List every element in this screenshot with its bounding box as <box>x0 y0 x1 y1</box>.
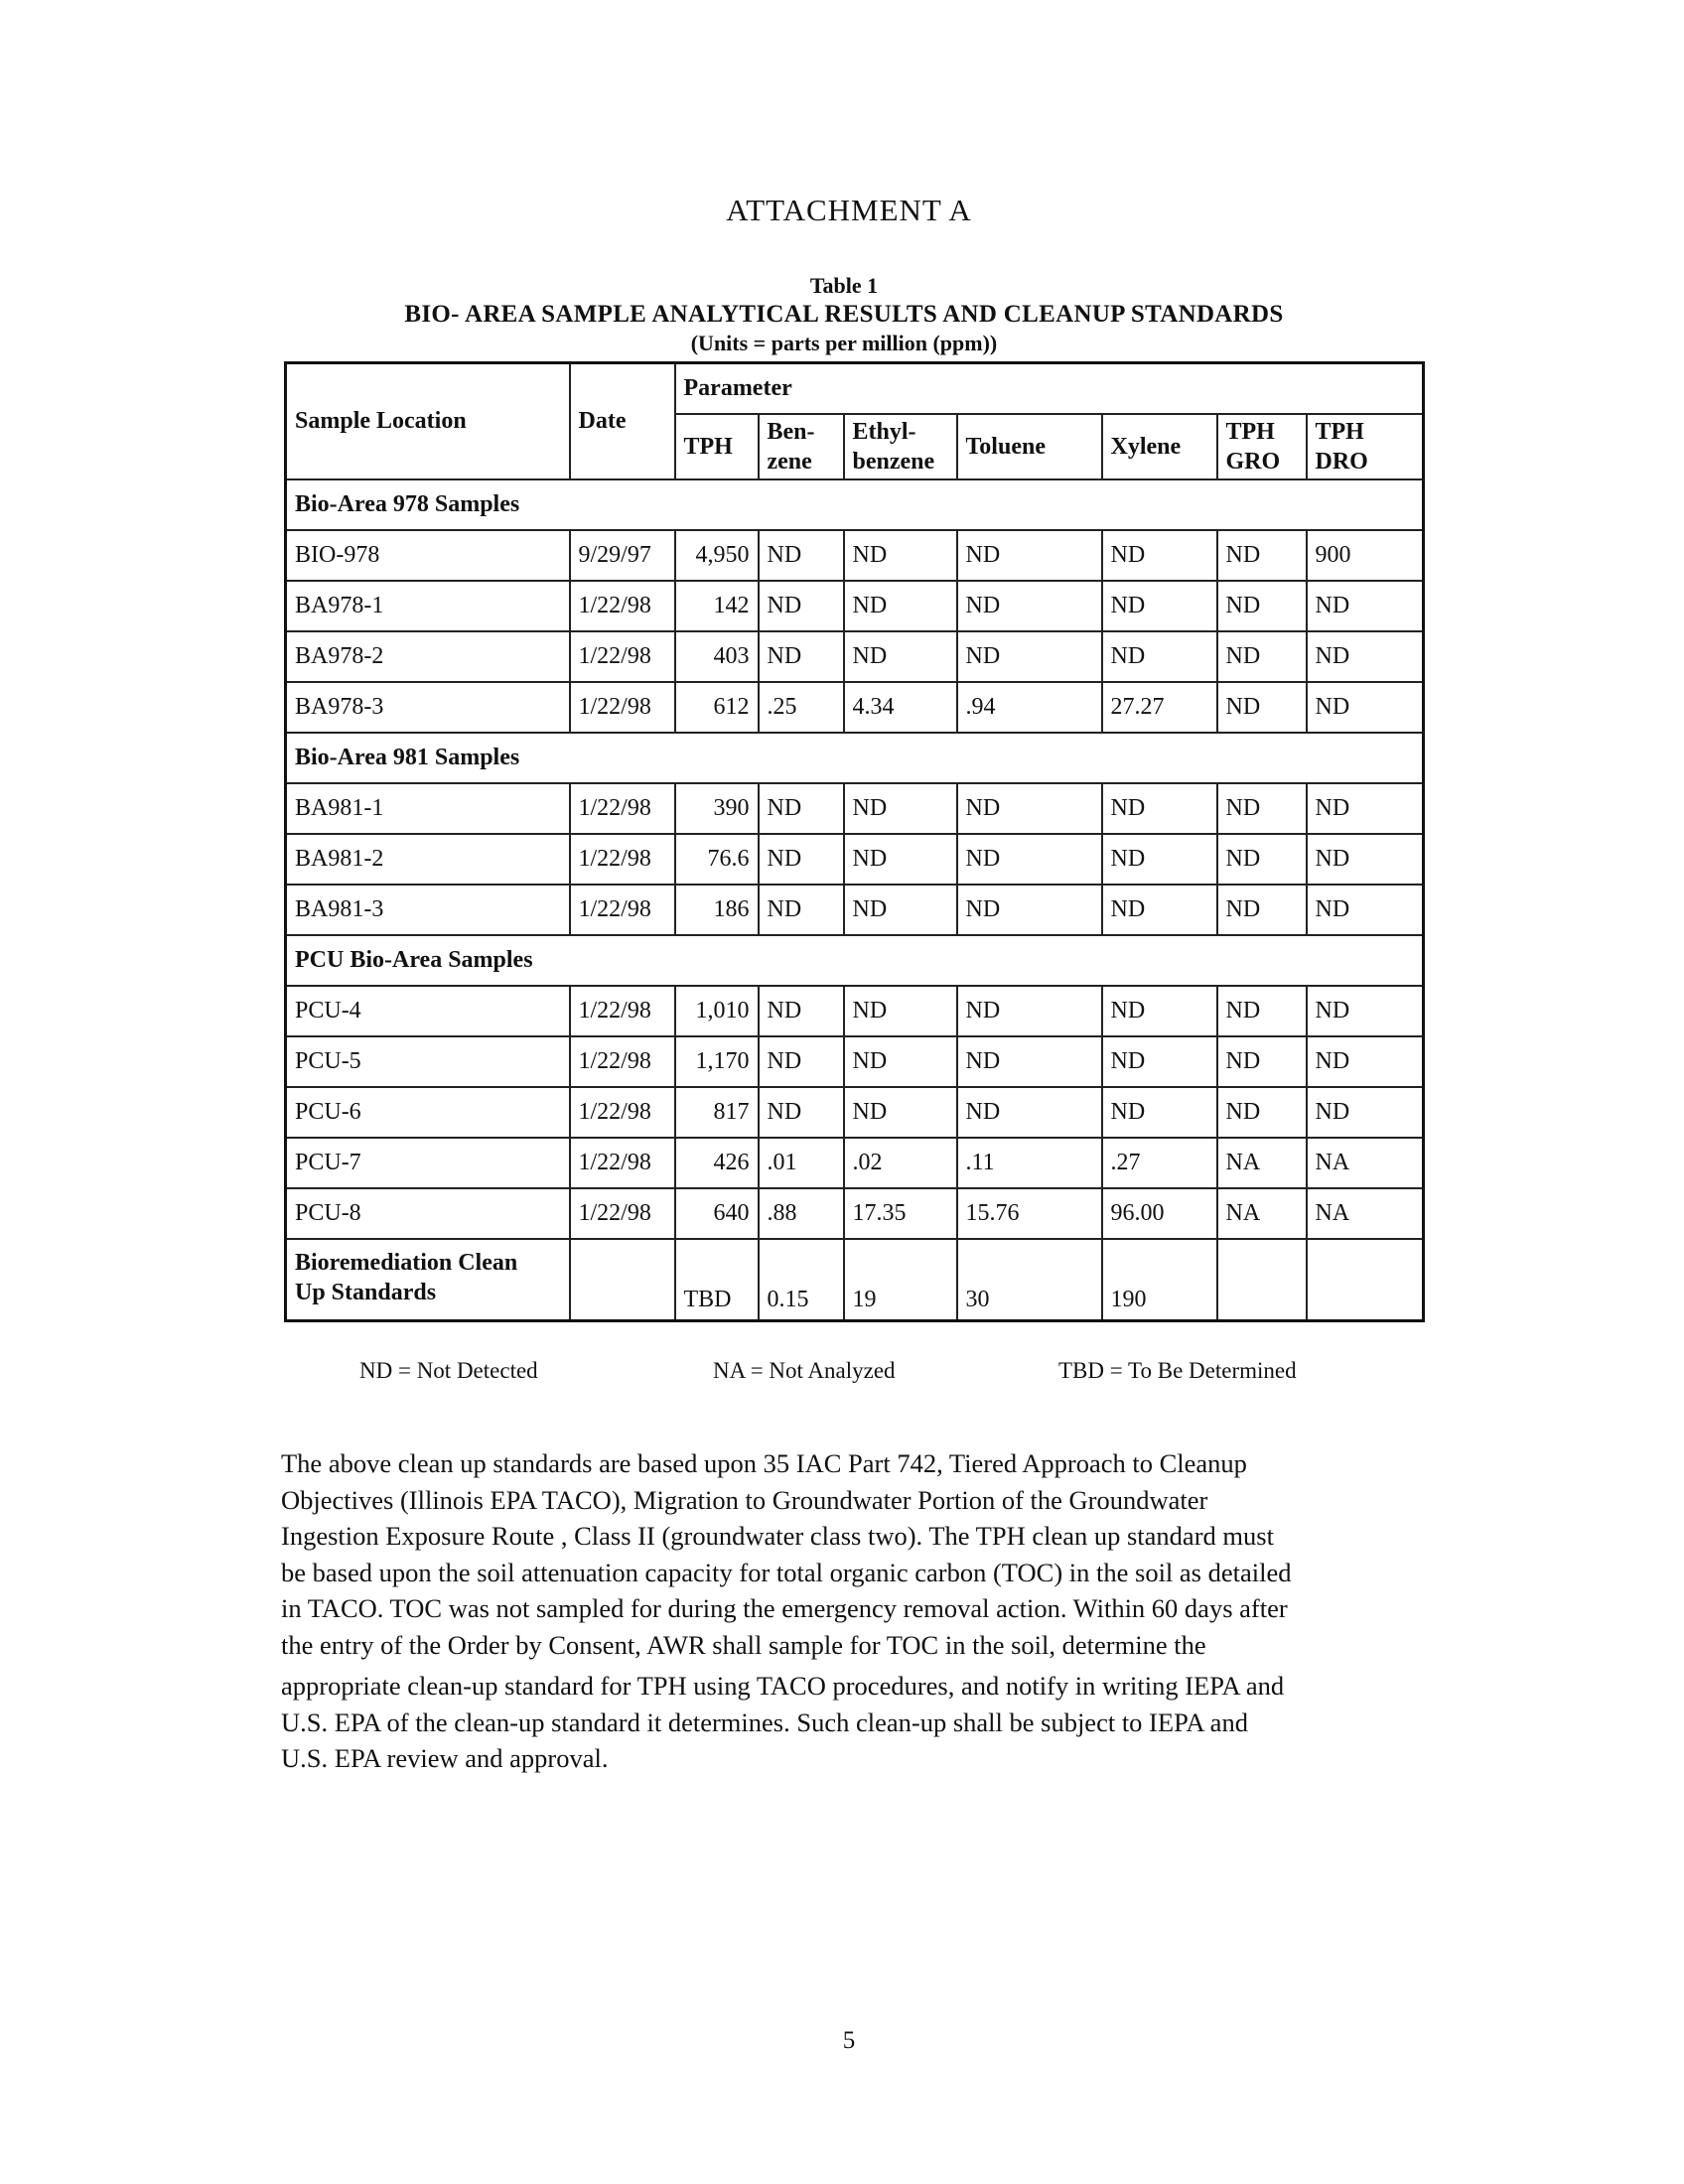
cell-date: 1/22/98 <box>570 1138 675 1188</box>
paragraph-line: appropriate clean-up standard for TPH using TACO procedures, and notify in writing IEPA and <box>281 1671 1285 1701</box>
cell-toluene: ND <box>957 1036 1102 1087</box>
standards-row <box>286 1239 1424 1321</box>
cell-toluene: ND <box>957 783 1102 834</box>
table-row <box>286 1138 1424 1188</box>
cell-gro: ND <box>1217 1087 1307 1138</box>
cell-date: 1/22/98 <box>570 885 675 935</box>
cell-benzene: ND <box>759 885 844 935</box>
cell-xylene: .27 <box>1102 1138 1217 1188</box>
section-label: Bio-Area 981 Samples <box>286 733 1424 783</box>
cell-gro: ND <box>1217 631 1307 682</box>
cell-loc: BA978-2 <box>286 631 570 682</box>
header-toluene: Toluene <box>957 414 1102 479</box>
paragraph-line: U.S. EPA review and approval. <box>281 1743 609 1774</box>
header-xylene: Xylene <box>1102 414 1217 479</box>
table-body <box>286 479 1424 1239</box>
cell-tph: 817 <box>675 1087 759 1138</box>
cell-tph: 76.6 <box>675 834 759 885</box>
table-title: BIO- AREA SAMPLE ANALYTICAL RESULTS AND CLEANUP STANDARDS <box>404 301 1284 328</box>
cell-gro: ND <box>1217 581 1307 631</box>
cell-benzene: ND <box>759 631 844 682</box>
cell-tph: 426 <box>675 1138 759 1188</box>
cell-tph: 1,170 <box>675 1036 759 1087</box>
cell-xylene: ND <box>1102 1036 1217 1087</box>
cell-date: 1/22/98 <box>570 631 675 682</box>
standards-tph: TBD <box>675 1239 759 1321</box>
table-row <box>286 783 1424 834</box>
standards-label: Bioremediation Clean Up Standards <box>286 1239 570 1321</box>
standards-xylene: 190 <box>1102 1239 1217 1321</box>
cell-loc: PCU-4 <box>286 986 570 1036</box>
cell-gro: ND <box>1217 1036 1307 1087</box>
cell-gro: ND <box>1217 834 1307 885</box>
cell-loc: BA978-1 <box>286 581 570 631</box>
cell-loc: BA981-1 <box>286 783 570 834</box>
cell-loc: PCU-7 <box>286 1138 570 1188</box>
section-row <box>286 935 1424 986</box>
cell-loc: PCU-5 <box>286 1036 570 1087</box>
header-tph: TPH <box>675 414 759 479</box>
cell-xylene: ND <box>1102 631 1217 682</box>
cell-gro: ND <box>1217 682 1307 733</box>
header-benzene: Ben- zene <box>759 414 844 479</box>
cell-dro: ND <box>1307 682 1424 733</box>
cell-loc: BA981-2 <box>286 834 570 885</box>
paragraph-line: Ingestion Exposure Route , Class II (groundwater class two). The TPH clean up standard must <box>281 1521 1274 1552</box>
table-row <box>286 986 1424 1036</box>
table-row <box>286 631 1424 682</box>
cell-benzene: ND <box>759 783 844 834</box>
standards-gro <box>1217 1239 1307 1321</box>
standards-toluene: 30 <box>957 1239 1102 1321</box>
cell-tph: 640 <box>675 1188 759 1239</box>
cell-dro: ND <box>1307 783 1424 834</box>
cell-date: 1/22/98 <box>570 581 675 631</box>
cell-tph: 4,950 <box>675 530 759 581</box>
cell-ethylbenzene: .02 <box>844 1138 957 1188</box>
cell-ethylbenzene: ND <box>844 1036 957 1087</box>
cell-xylene: ND <box>1102 834 1217 885</box>
table-row <box>286 885 1424 935</box>
cell-tph: 390 <box>675 783 759 834</box>
table-label: Table 1 <box>809 273 879 298</box>
cell-toluene: ND <box>957 631 1102 682</box>
cell-toluene: 15.76 <box>957 1188 1102 1239</box>
paragraph-1 <box>281 1445 1433 1664</box>
paragraph-line: be based upon the soil attenuation capacity for total organic carbon (TOC) in the soil as detailed <box>281 1557 1292 1587</box>
results-table <box>284 361 1425 1322</box>
cell-loc: BA978-3 <box>286 682 570 733</box>
cell-ethylbenzene: ND <box>844 530 957 581</box>
cell-ethylbenzene: 4.34 <box>844 682 957 733</box>
cell-benzene: .01 <box>759 1138 844 1188</box>
cell-dro: ND <box>1307 1087 1424 1138</box>
cell-benzene: ND <box>759 834 844 885</box>
cell-benzene: ND <box>759 1087 844 1138</box>
cell-ethylbenzene: ND <box>844 783 957 834</box>
cell-ethylbenzene: ND <box>844 834 957 885</box>
cell-date: 1/22/98 <box>570 1188 675 1239</box>
paragraph-line: U.S. EPA of the clean-up standard it determines. Such clean-up shall be subject to IEPA and <box>281 1706 1248 1737</box>
cell-date: 1/22/98 <box>570 986 675 1036</box>
table-row <box>286 530 1424 581</box>
cell-dro: NA <box>1307 1138 1424 1188</box>
header-parameter: Parameter <box>675 363 1424 415</box>
cell-date: 9/29/97 <box>570 530 675 581</box>
cell-ethylbenzene: 17.35 <box>844 1188 957 1239</box>
cell-date: 1/22/98 <box>570 834 675 885</box>
cell-xylene: ND <box>1102 885 1217 935</box>
legend-nd: ND = Not Detected <box>359 1358 538 1383</box>
paragraph-2 <box>281 1668 1433 1777</box>
paragraph-line: The above clean up standards are based upon 35 IAC Part 742, Tiered Approach to Cleanup <box>281 1448 1247 1478</box>
cell-benzene: ND <box>759 986 844 1036</box>
cell-toluene: ND <box>957 834 1102 885</box>
section-label: PCU Bio-Area Samples <box>286 935 1424 986</box>
cell-toluene: .94 <box>957 682 1102 733</box>
header-tph-gro: TPH GRO <box>1217 414 1307 479</box>
cell-benzene: ND <box>759 581 844 631</box>
cell-toluene: .11 <box>957 1138 1102 1188</box>
cell-tph: 612 <box>675 682 759 733</box>
cell-ethylbenzene: ND <box>844 581 957 631</box>
cell-xylene: ND <box>1102 581 1217 631</box>
table-units: (Units = parts per million (ppm)) <box>690 331 998 355</box>
cell-xylene: ND <box>1102 783 1217 834</box>
table-row <box>286 1036 1424 1087</box>
cell-date: 1/22/98 <box>570 783 675 834</box>
header-date: Date <box>570 363 675 480</box>
standards-benzene: 0.15 <box>759 1239 844 1321</box>
cell-dro: ND <box>1307 986 1424 1036</box>
cell-tph: 403 <box>675 631 759 682</box>
section-row <box>286 733 1424 783</box>
page-heading: ATTACHMENT A <box>726 193 972 227</box>
cell-toluene: ND <box>957 986 1102 1036</box>
cell-tph: 1,010 <box>675 986 759 1036</box>
cell-ethylbenzene: ND <box>844 986 957 1036</box>
cell-dro: NA <box>1307 1188 1424 1239</box>
cell-dro: 900 <box>1307 530 1424 581</box>
cell-xylene: ND <box>1102 986 1217 1036</box>
paragraph-line: Objectives (Illinois EPA TACO), Migration to Groundwater Portion of the Groundwater <box>281 1484 1208 1515</box>
cell-loc: BA981-3 <box>286 885 570 935</box>
cell-benzene: ND <box>759 1036 844 1087</box>
cell-gro: NA <box>1217 1188 1307 1239</box>
section-label: Bio-Area 978 Samples <box>286 479 1424 530</box>
cell-gro: ND <box>1217 783 1307 834</box>
cell-date: 1/22/98 <box>570 682 675 733</box>
cell-toluene: ND <box>957 885 1102 935</box>
cell-gro: ND <box>1217 885 1307 935</box>
paragraph-line: the entry of the Order by Consent, AWR shall sample for TOC in the soil, determine the <box>281 1629 1206 1660</box>
table-row <box>286 834 1424 885</box>
cell-toluene: ND <box>957 530 1102 581</box>
cell-dro: ND <box>1307 581 1424 631</box>
cell-tph: 142 <box>675 581 759 631</box>
standards-dro <box>1307 1239 1424 1321</box>
header-sample-location: Sample Location <box>286 363 570 480</box>
cell-dro: ND <box>1307 885 1424 935</box>
cell-gro: NA <box>1217 1138 1307 1188</box>
table-row <box>286 1087 1424 1138</box>
cell-loc: PCU-8 <box>286 1188 570 1239</box>
cell-tph: 186 <box>675 885 759 935</box>
legend-tbd: TBD = To Be Determined <box>1058 1358 1297 1383</box>
cell-toluene: ND <box>957 581 1102 631</box>
cell-loc: BIO-978 <box>286 530 570 581</box>
cell-dro: ND <box>1307 1036 1424 1087</box>
paragraph-line: in TACO. TOC was not sampled for during the emergency removal action. Within 60 days after <box>281 1593 1288 1624</box>
standards-date <box>570 1239 675 1321</box>
cell-benzene: .25 <box>759 682 844 733</box>
cell-dro: ND <box>1307 834 1424 885</box>
cell-xylene: ND <box>1102 1087 1217 1138</box>
cell-gro: ND <box>1217 530 1307 581</box>
legend-na: NA = Not Analyzed <box>713 1358 896 1383</box>
cell-gro: ND <box>1217 986 1307 1036</box>
table-row <box>286 1188 1424 1239</box>
cell-xylene: 27.27 <box>1102 682 1217 733</box>
cell-ethylbenzene: ND <box>844 631 957 682</box>
cell-loc: PCU-6 <box>286 1087 570 1138</box>
cell-ethylbenzene: ND <box>844 1087 957 1138</box>
cell-dro: ND <box>1307 631 1424 682</box>
cell-xylene: 96.00 <box>1102 1188 1217 1239</box>
header-tph-dro: TPH DRO <box>1307 414 1424 479</box>
standards-ethylbenzene: 19 <box>844 1239 957 1321</box>
table-row <box>286 581 1424 631</box>
cell-benzene: ND <box>759 530 844 581</box>
cell-date: 1/22/98 <box>570 1087 675 1138</box>
cell-date: 1/22/98 <box>570 1036 675 1087</box>
section-row <box>286 479 1424 530</box>
cell-xylene: ND <box>1102 530 1217 581</box>
page-number: 5 <box>842 2027 856 2054</box>
cell-benzene: .88 <box>759 1188 844 1239</box>
cell-toluene: ND <box>957 1087 1102 1138</box>
cell-ethylbenzene: ND <box>844 885 957 935</box>
table-row <box>286 682 1424 733</box>
header-ethylbenzene: Ethyl- benzene <box>844 414 957 479</box>
